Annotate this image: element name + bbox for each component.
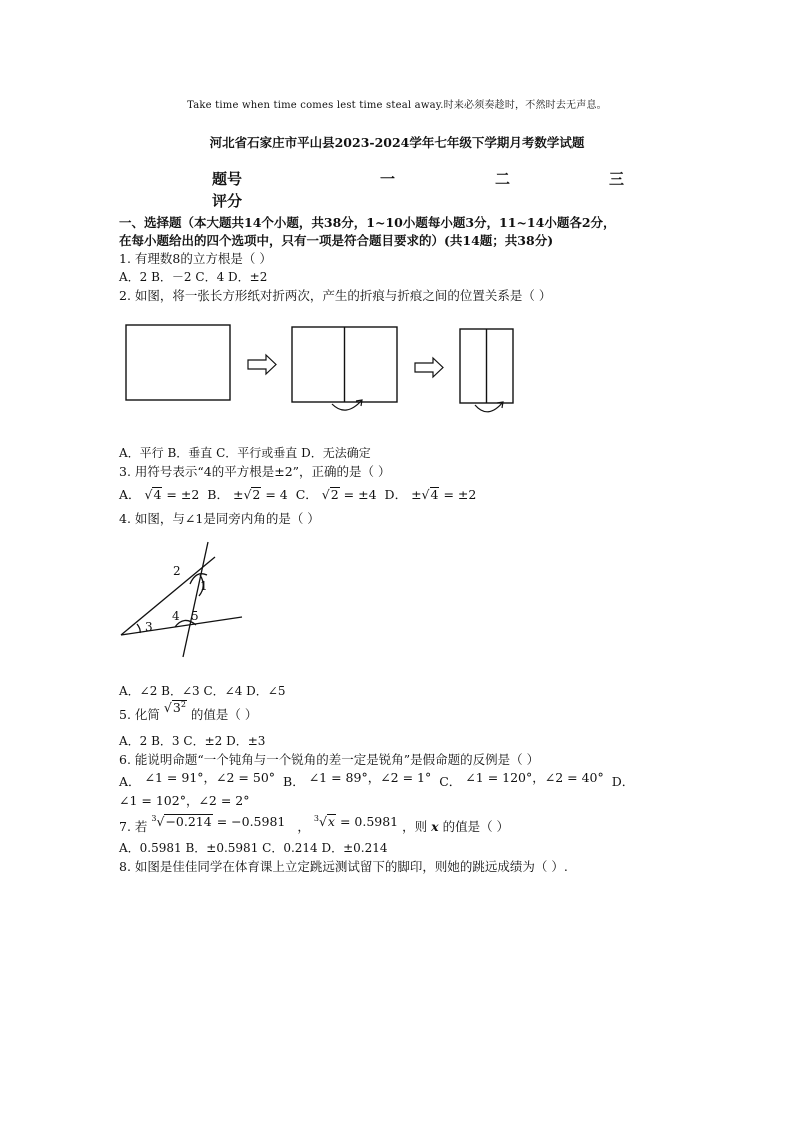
q6-option-b: ∠1 = 89°，∠2 = 1° — [308, 770, 432, 785]
section-heading-line1: 一、选择题（本大题共14个小题，共38分，1~10小题每小题3分，11~14小题各2分， — [119, 215, 616, 230]
q4-label-3: 3 — [145, 620, 153, 634]
q3-option-d: ±√4 = ±2 — [411, 487, 477, 502]
q7-stem: 7. 若 $^3$√−0.214 = −0.5981 ， $^3$√x = 0.5981 ，则 x 的值是（ ） — [119, 813, 510, 834]
section-heading-line2: 在每小题给出的四个选项中，只有一项是符合题目要求的）(共14题；共38分) — [119, 233, 554, 248]
q6-option-c: ∠1 = 120°，∠2 = 40° — [465, 770, 604, 785]
q7-options: A．0.5981 B．±0.5981 C．0.214 D．±0.214 — [119, 841, 388, 855]
q4-label-4: 4 — [172, 609, 180, 623]
q8-stem: 8. 如图是佳佳同学在体育课上立定跳远测试留下的脚印，则她的跳远成绩为（ ）. — [119, 859, 568, 874]
q4-angle-arc-3 — [137, 624, 140, 633]
page-title: 河北省石家庄市平山县2023-2024学年七年级下学期月考数学试题 — [209, 135, 585, 150]
q4-label-5: 5 — [191, 609, 199, 623]
q2-fold-arc-2 — [332, 400, 362, 410]
q5-options: A．2 B．3 C．±2 D．±3 — [119, 734, 266, 748]
q4-label-1: 1 — [200, 579, 208, 593]
q3-option-a: √4 = ±2 — [144, 487, 200, 502]
q2-arc-arrowhead-3 — [497, 402, 503, 408]
q6-option-c-label: C． — [439, 774, 462, 789]
q6-option-a: ∠1 = 91°，∠2 = 50° — [144, 770, 276, 785]
score-table-col-3: 三 — [609, 170, 625, 188]
q2-arc-arrowhead-2 — [356, 400, 362, 406]
q6-option-a-label: A． — [119, 774, 141, 789]
q3-option-b-label: B． — [207, 487, 229, 502]
q2-paper-rect-1 — [126, 325, 230, 400]
q2-fold-arc-3 — [475, 402, 503, 412]
q2-options: A．平行 B．垂直 C．平行或垂直 D．无法确定 — [119, 446, 371, 460]
score-table-col-1: 一 — [380, 170, 396, 188]
q4-options: A．∠2 B．∠3 C．∠4 D．∠5 — [119, 684, 286, 698]
q4-line-b — [121, 617, 242, 635]
score-table-label-title: 题号 — [212, 170, 243, 188]
q2-paper-rect-2 — [292, 327, 397, 402]
q6-stem: 6. 能说明命题“一个钝角与一个锐角的差一定是锐角”是假命题的反例是（ ） — [119, 752, 540, 767]
q4-angle-arc-2 — [190, 574, 207, 584]
q3-stem: 3. 用符号表示“4的平方根是±2”，正确的是（ ） — [119, 464, 391, 479]
q3-option-b: ±√2 = 4 — [232, 487, 288, 502]
q6-option-d: ∠1 = 102°，∠2 = 2° — [119, 793, 250, 808]
q1-options: A．2 B．－2 C．4 D．±2 — [119, 270, 268, 284]
q3-option-c-label: C． — [295, 487, 318, 502]
q4-angle-arc-45 — [175, 620, 196, 627]
q3-option-a-label: A． — [119, 487, 141, 502]
q2-stem: 2. 如图，将一张长方形纸对折两次，产生的折痕与折痕之间的位置关系是（ ） — [119, 288, 552, 303]
q4-label-2: 2 — [173, 564, 181, 578]
q1-stem: 1. 有理数8的立方根是（ ） — [119, 251, 272, 266]
q4-transversal — [183, 542, 208, 657]
motto: Take time when time comes lest time steal away.时来必须奏趁时，不然时去无声息。 — [187, 100, 607, 111]
q5-stem: 5. 化简 $√3^2$ 的值是（ ） — [119, 699, 258, 722]
score-table-col-2: 二 — [495, 170, 511, 188]
q3-option-d-label: D． — [384, 487, 408, 502]
q2-paper-rect-3 — [460, 329, 513, 403]
q3-options — [119, 485, 476, 503]
q6-option-b-label: B． — [283, 774, 305, 789]
q6-options-row1 — [119, 772, 634, 790]
q2-arrow-2 — [415, 358, 443, 377]
q2-arrow-1 — [248, 355, 276, 374]
q6-option-d-label: D． — [611, 774, 635, 789]
q3-option-c: √2 = ±4 — [321, 487, 377, 502]
score-table-label-score: 评分 — [212, 192, 243, 210]
q4-angle-arc-1 — [199, 575, 203, 596]
q4-line-a — [121, 557, 215, 635]
q4-stem: 4. 如图，与∠1是同旁内角的是（ ） — [119, 511, 320, 526]
